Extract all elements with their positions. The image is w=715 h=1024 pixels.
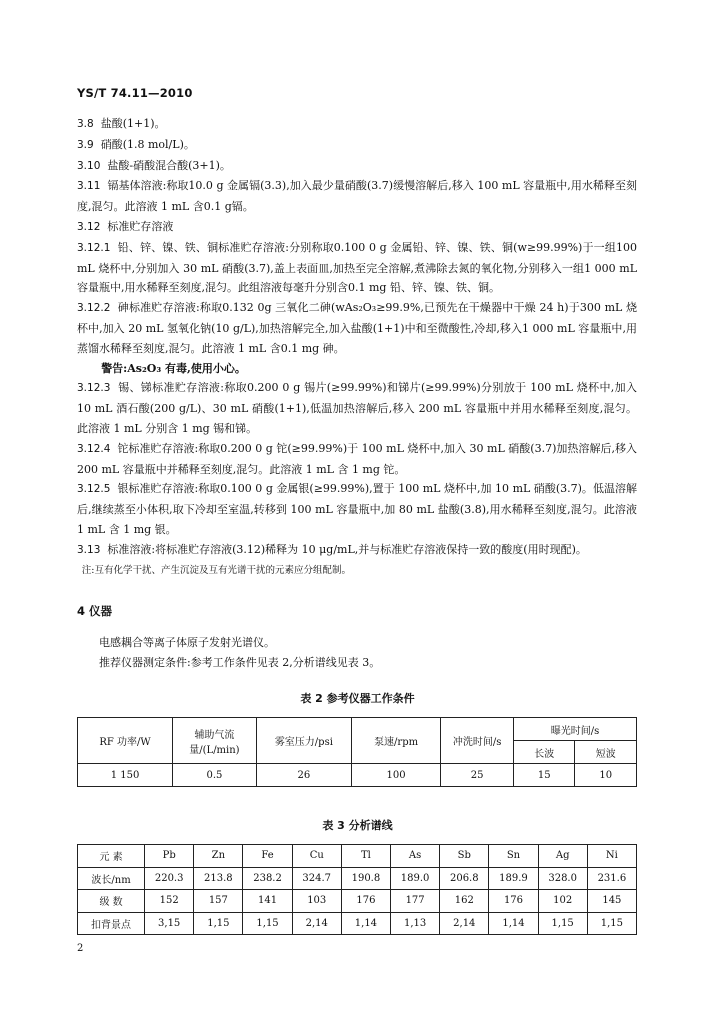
- table-cell: 213.8: [194, 867, 243, 890]
- table-2: [77, 717, 637, 787]
- paragraph-text: 硝酸(1.8 mol/L)。: [100, 137, 195, 151]
- table-cell: Cu: [292, 845, 341, 868]
- warning-line: [77, 359, 637, 379]
- paragraph-text: 盐酸-硝酸混合酸(3+1)。: [107, 158, 231, 172]
- paragraph-text: 镉基体溶液:称取10.0 g 金属镉(3.3),加入最少量硝酸(3.7)缓慢溶解后,移入 100 mL 容量瓶中,用水稀释至刻度,混匀。此溶液 1 mL 含0.1 g镉。: [77, 179, 637, 214]
- table-cell: 103: [292, 890, 341, 913]
- paragraph-3-12-1: [77, 238, 637, 298]
- table-2-caption: 表 2 参考仪器工作条件: [300, 692, 415, 705]
- table-cell: 231.6: [587, 867, 636, 890]
- paragraph-3-12-2: [77, 298, 637, 358]
- table-cell: 176: [341, 890, 390, 913]
- paragraph-text: 标准溶液:将标准贮存溶液(3.12)稀释为 10 μg/mL,并与标准贮存溶液保持一致的酸度(用时现配)。: [107, 542, 587, 556]
- section-4-line-2: 推荐仪器测定条件:参考工作条件见表 2,分析谱线见表 3。: [99, 656, 381, 670]
- table-cell: 328.0: [538, 867, 587, 890]
- table-3-caption: 表 3 分析谱线: [322, 819, 393, 832]
- paragraph-3-12-4: [77, 439, 637, 480]
- table-cell: Ag: [538, 845, 587, 868]
- paragraph-3-12-5: [77, 479, 637, 539]
- table-cell: Sb: [440, 845, 489, 868]
- table-cell: 1 150: [78, 764, 173, 787]
- table-header-cell: RF 功率/W: [78, 718, 173, 764]
- paragraph-number: 3.13: [77, 543, 101, 556]
- page-number: 2: [77, 943, 84, 954]
- paragraph-text: 银标准贮存溶液:称取0.100 0 g 金属银(≥99.99%),置于 100 mL 烧杯中,加 10 mL 硝酸(3.7)。低温溶解后,继续蒸至小体积,取下冷却至室温,转移到 100 mL 容量瓶中,加 80 mL 盐酸(3.8),用水稀释至刻度,混匀。此溶液 1 mL 含 1 mg 银。: [77, 482, 637, 536]
- paragraph-number: 3.10: [77, 159, 101, 172]
- table-cell: 3,15: [145, 912, 194, 935]
- table-cell: Ni: [587, 845, 636, 868]
- table-cell: 2,14: [440, 912, 489, 935]
- table-header-cell: 泵速/rpm: [351, 718, 440, 764]
- table-cell: 级 数: [78, 890, 145, 913]
- table-cell: 189.0: [391, 867, 440, 890]
- table-cell: Fe: [243, 845, 292, 868]
- table-cell: Sn: [489, 845, 538, 868]
- document-body: [77, 114, 637, 673]
- table-cell: 102: [538, 890, 587, 913]
- table-row: [78, 912, 637, 935]
- table-cell: 162: [440, 890, 489, 913]
- table-cell: 100: [351, 764, 440, 787]
- section-4-title: 4 仪器: [77, 603, 113, 618]
- table-cell: 26: [256, 764, 351, 787]
- paragraph-3-11: [77, 176, 637, 217]
- table-row: [78, 867, 637, 890]
- note: 注:互有化学干扰、产生沉淀及互有光谱干扰的元素应分组配制。: [81, 564, 351, 576]
- table-cell: Zn: [194, 845, 243, 868]
- table-cell: 1,15: [538, 912, 587, 935]
- table-cell: 1,15: [243, 912, 292, 935]
- table-cell: 190.8: [341, 867, 390, 890]
- table-cell: 1,15: [587, 912, 636, 935]
- table-cell: 元 素: [78, 845, 145, 868]
- table-row: [78, 845, 637, 868]
- paragraph-number: 3.11: [77, 180, 101, 193]
- table-cell: 206.8: [440, 867, 489, 890]
- paragraph-3-8: [77, 114, 637, 135]
- paragraph-text: 锡、锑标准贮存溶液:称取0.200 0 g 锡片(≥99.99%)和锑片(≥99.99%)分别放于 100 mL 烧杯中,加入 10 mL 酒石酸(200 g/L)、30 mL 硝酸(1+1),低温加热溶解后,移入 200 mL 容量瓶中并用水稀释至刻度,混匀。此溶液 1 mL 分别含 1 mg 锡和锑。: [77, 381, 637, 435]
- section-4-line-1: 电感耦合等离子体原子发射光谱仪。: [99, 636, 275, 650]
- paragraph-number: 3.12.5: [77, 483, 111, 496]
- table-cell: 176: [489, 890, 538, 913]
- table-cell: 324.7: [292, 867, 341, 890]
- table-cell: 1,14: [341, 912, 390, 935]
- table-cell: 15: [513, 764, 574, 787]
- paragraph-text: 砷标准贮存溶液:称取0.132 0g 三氧化二砷(wAs₂O₃≥99.9%,已预先在干燥器中干燥 24 h)于300 mL 烧杯中,加入 20 mL 氢氧化钠(10 g/L),加热溶解完全,加入盐酸(1+1)中和至微酸性,冷却,移入1 000 mL 容量瓶中,用蒸馏水稀释至刻度,混匀。此溶液 1 mL 含0.1 mg 砷。: [77, 301, 637, 355]
- table-row: [78, 890, 637, 913]
- warning-text: 警告:As₂O₃ 有毒,使用小心。: [101, 361, 246, 375]
- table-cell: 波长/nm: [78, 867, 145, 890]
- table-cell: 10: [575, 764, 637, 787]
- table-cell: 1,13: [391, 912, 440, 935]
- paragraph-number: 3.12.1: [77, 241, 111, 254]
- table-cell: Tl: [341, 845, 390, 868]
- paragraph-3-13: [77, 540, 637, 561]
- paragraph-text: 铅、锌、镍、铁、铜标准贮存溶液:分别称取0.100 0 g 金属铅、锌、镍、铁、铜(w≥99.99%)于一组100 mL 烧杯中,分别加入 30 mL 硝酸(3.7),盖上表面皿,加热至完全溶解,煮沸除去氮的氧化物,分别移入一组1 000 mL 容量瓶中,用水稀释至刻度,混匀。此组溶液每毫升分别含0.1 mg 铅、锌、镍、铁、铜。: [77, 240, 637, 295]
- standard-header: YS/T 74.11—2010: [77, 86, 193, 100]
- table-cell: 25: [441, 764, 514, 787]
- table-cell: 0.5: [173, 764, 257, 787]
- table-cell: Pb: [145, 845, 194, 868]
- paragraph-number: 3.12: [77, 220, 101, 233]
- paragraph-3-12-3: [77, 378, 637, 438]
- table-header-cell: 冲洗时间/s: [441, 718, 514, 764]
- table-row: [78, 718, 637, 741]
- paragraph-number: 3.12.4: [77, 442, 111, 455]
- paragraph-number: 3.9: [77, 138, 94, 151]
- table-cell: 177: [391, 890, 440, 913]
- paragraph-text: 铊标准贮存溶液:称取0.200 0 g 铊(≥99.99%)于 100 mL 烧杯中,加入 30 mL 硝酸(3.7)加热溶解后,移入 200 mL 容量瓶中并稀释至刻度,混匀。此溶液 1 mL 含 1 mg 铊。: [77, 441, 637, 476]
- table-cell: 1,14: [489, 912, 538, 935]
- table-cell: 扣背景点: [78, 912, 145, 935]
- paragraph-3-9: [77, 135, 637, 156]
- table-header-cell: 长波: [513, 741, 574, 764]
- table-cell: 141: [243, 890, 292, 913]
- table-header-cell: 短波: [575, 741, 637, 764]
- table-header-cell: 曝光时间/s: [513, 718, 636, 741]
- paragraph-number: 3.12.2: [77, 302, 111, 315]
- table-cell: As: [391, 845, 440, 868]
- paragraph-number: 3.8: [77, 118, 94, 130]
- paragraph-text: 盐酸(1+1)。: [100, 117, 166, 130]
- table-cell: 152: [145, 890, 194, 913]
- paragraph-3-10: [77, 156, 637, 177]
- table-cell: 2,14: [292, 912, 341, 935]
- table-header-cell: 辅助气流量/(L/min): [173, 718, 257, 764]
- table-header-cell: 雾室压力/psi: [256, 718, 351, 764]
- table-cell: 238.2: [243, 867, 292, 890]
- table-cell: 1,15: [194, 912, 243, 935]
- table-cell: 145: [587, 890, 636, 913]
- table-row: [78, 764, 637, 787]
- paragraph-text: 标准贮存溶液: [107, 219, 174, 233]
- table-cell: 157: [194, 890, 243, 913]
- paragraph-3-12: [77, 217, 637, 238]
- paragraph-number: 3.12.3: [77, 382, 111, 395]
- table-cell: 220.3: [145, 867, 194, 890]
- table-3: [77, 844, 637, 935]
- table-cell: 189.9: [489, 867, 538, 890]
